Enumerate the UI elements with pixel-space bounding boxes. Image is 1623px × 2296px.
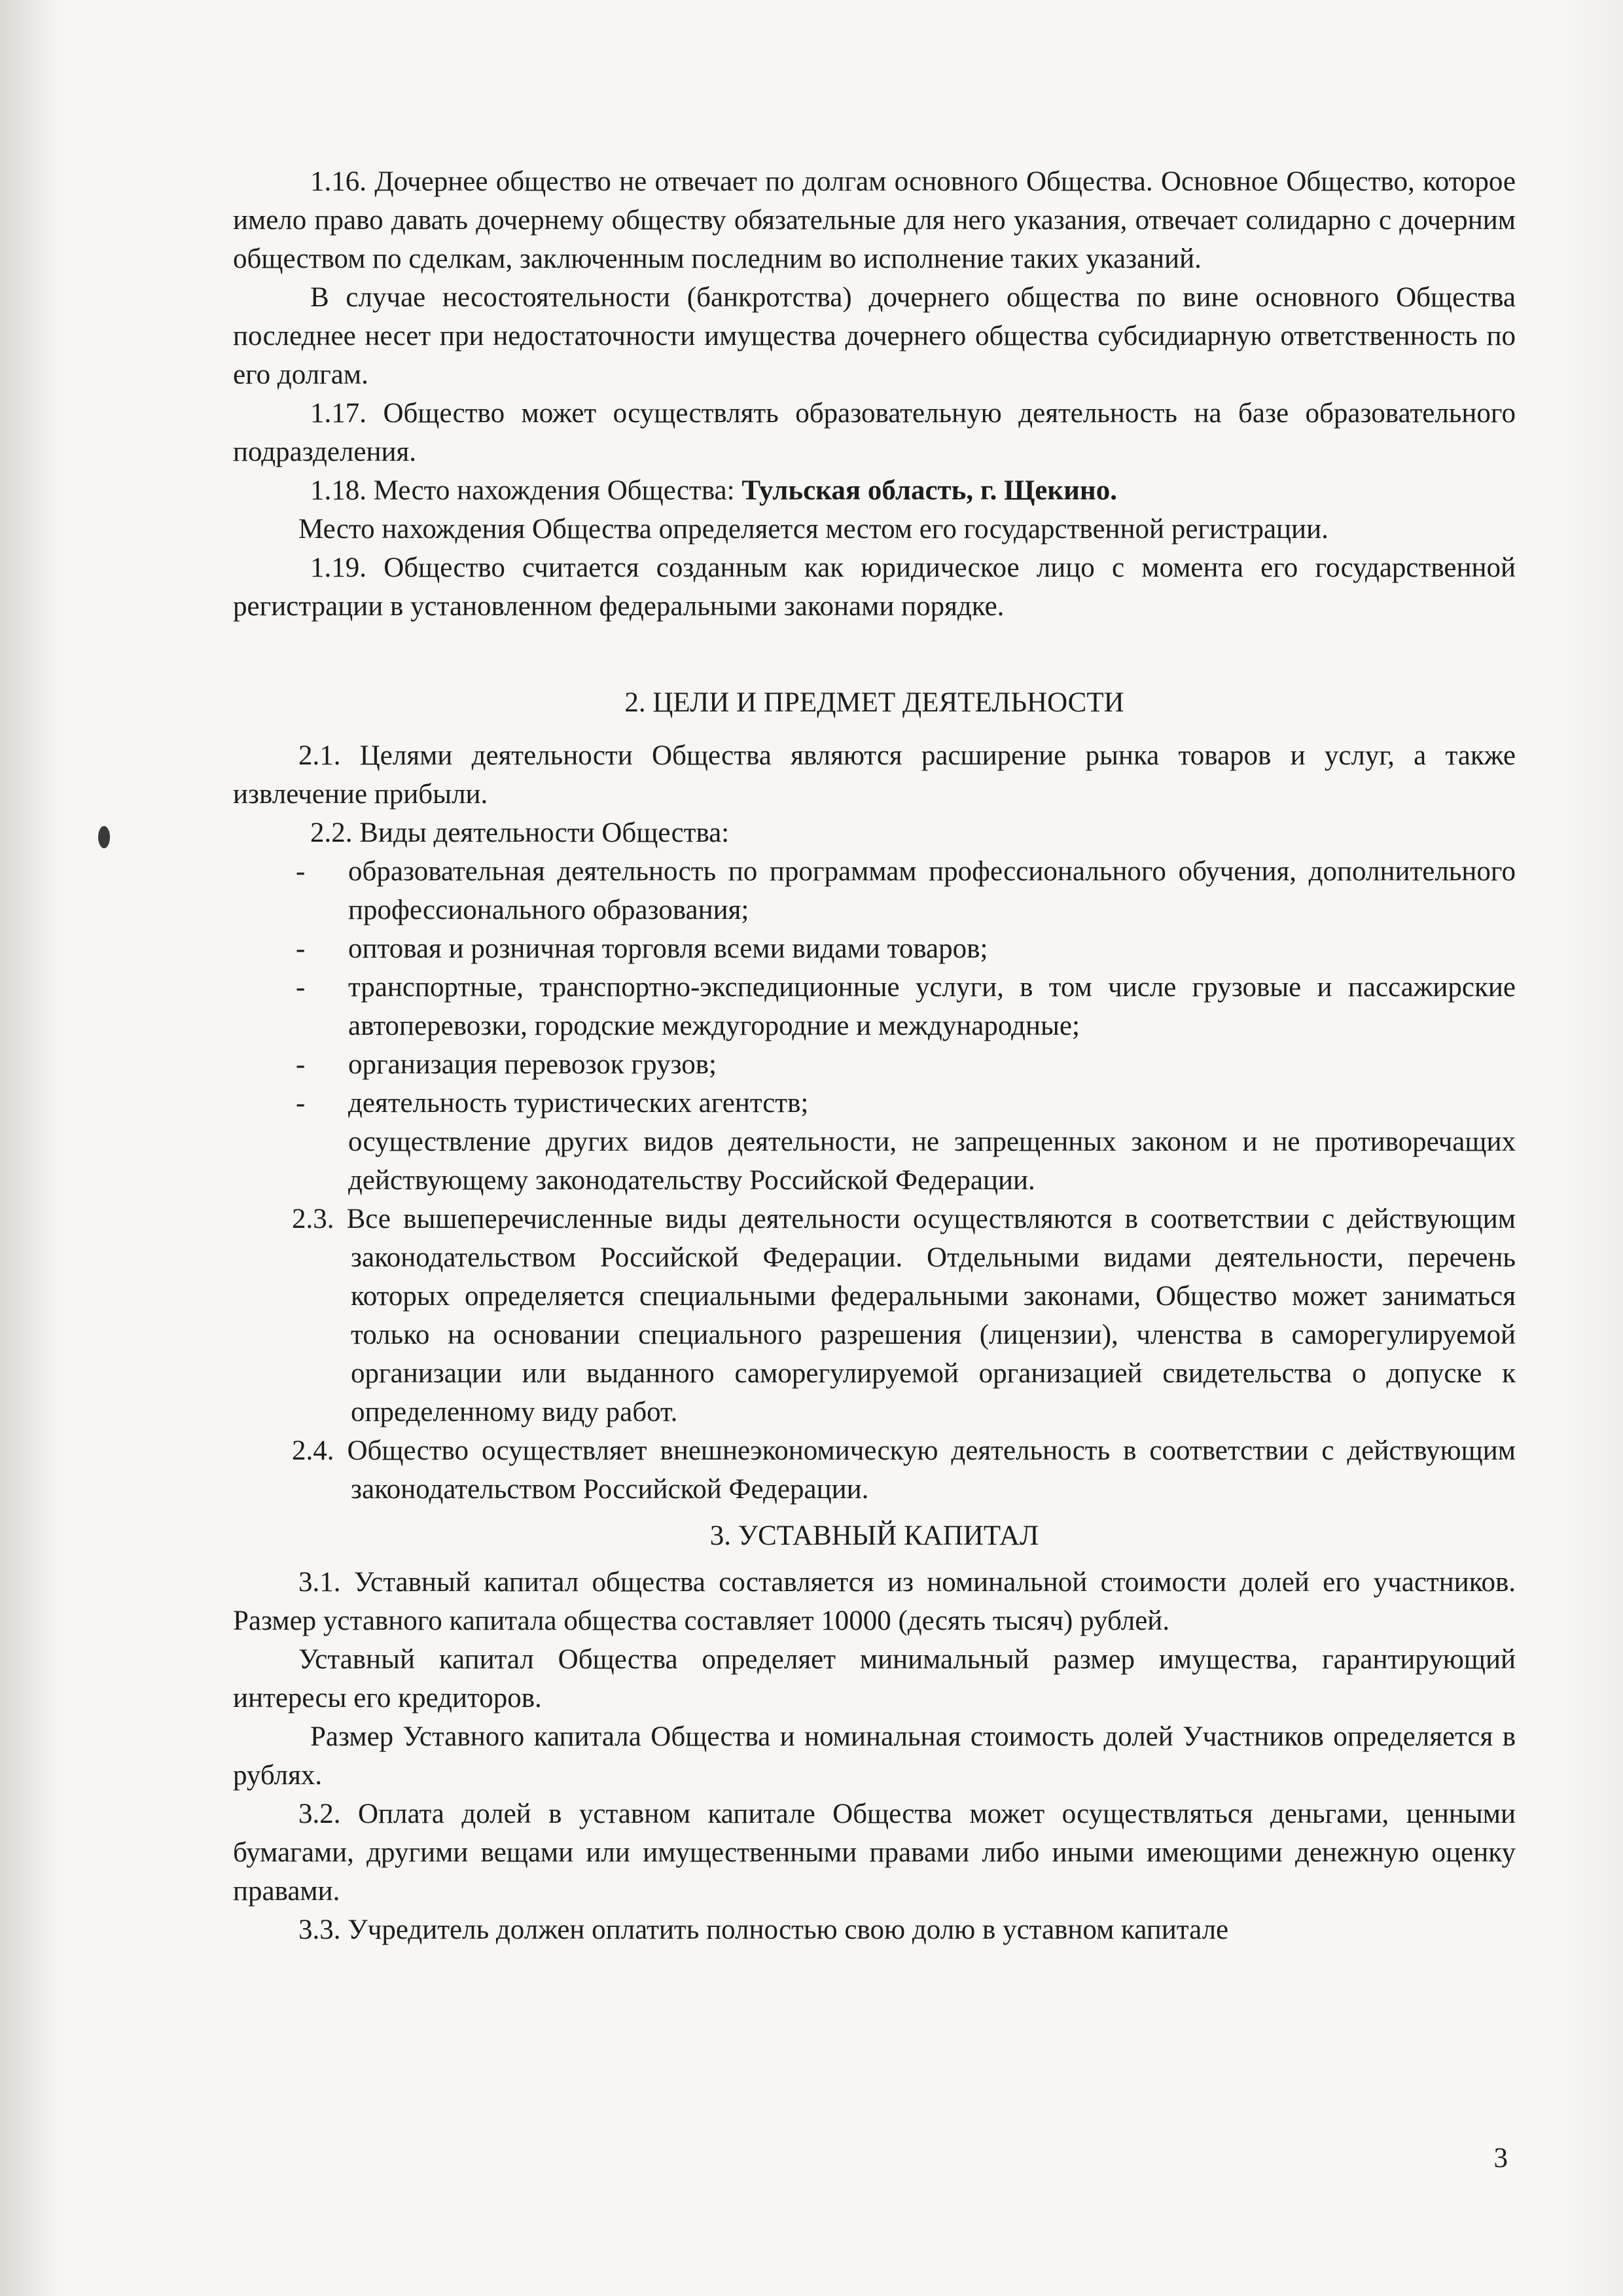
section-2-subclauses: [233, 1200, 1516, 1509]
activity-item: - транспортные, транспортно-экспедиционные услуги, в том числе грузовые и пассажирские автоперевозки, городские междугородние и международные;: [233, 968, 1516, 1045]
paragraph-3-1-currency: Размер Уставного капитала Общества и номинальная стоимость долей Участников определяется в рублях.: [233, 1721, 1516, 1791]
paragraph-1-17: 1.17. Общество может осуществлять образовательную деятельность на базе образовательного подразделения.: [233, 398, 1516, 467]
company-location: Тульская область, г. Щекино.: [741, 475, 1117, 506]
paragraph-1-19: 1.19. Общество считается созданным как юридическое лицо с момента его государственной регистрации в установленном федеральными законами порядке.: [233, 552, 1516, 622]
paragraph-1-18-prefix: 1.18. Место нахождения Общества:: [310, 475, 742, 506]
paragraph-1-16-bankruptcy: В случае несостоятельности (банкротства) дочернего общества по вине основного Общества последнее несет при недостаточности имущества дочернего общества субсидиарную ответственность по его долгам.: [233, 282, 1516, 390]
paragraph-1-16: 1.16. Дочернее общество не отвечает по долгам основного Общества. Основное Общество, которое имело право давать дочернему обществу обязательные для него указания, отвечает солидарно с дочерним обществом по сделкам, заключенным последним во исполнение таких указаний.: [233, 166, 1516, 274]
activity-item: - деятельность туристических агентств;: [233, 1084, 1516, 1122]
section-2-heading: 2. ЦЕЛИ И ПРЕДМЕТ ДЕЯТЕЛЬНОСТИ: [624, 687, 1124, 718]
document-body: [233, 162, 1516, 1949]
paragraph-2-2: 2.2. Виды деятельности Общества:: [310, 817, 730, 848]
paragraph-3-1: 3.1. Уставный капитал общества составляется из номинальной стоимости долей его участников. Размер уставного капитала общества составляет 10000 (десять тысяч) рублей.: [233, 1567, 1516, 1636]
activities-list: [233, 852, 1516, 1122]
page-number: 3: [1493, 2143, 1508, 2174]
paragraph-1-18: [233, 471, 1516, 510]
paragraph-2-4: 2.4. Общество осуществляет внешнеэкономическую деятельность в соответствии с действующим законодательством Российской Федерации.: [292, 1435, 1516, 1505]
paragraph-3-1-purpose: Уставный капитал Общества определяет минимальный размер имущества, гарантирующий интересы его кредиторов.: [233, 1644, 1516, 1713]
paragraph-1-18-registration: Место нахождения Общества определяется местом его государственной регистрации.: [298, 514, 1329, 545]
punch-hole-mark: [98, 826, 110, 848]
activity-item: - оптовая и розничная торговля всеми видами товаров;: [233, 929, 1516, 968]
paragraph-3-2: 3.2. Оплата долей в уставном капитале Общества может осуществляться деньгами, ценными бумагами, другими вещами или имущественными правами либо иными имеющими денежную оценку правами.: [233, 1799, 1516, 1907]
activity-item-other: осуществление других видов деятельности, не запрещенных законом и не противоречащих действующему законодательству Российской Федерации.: [348, 1126, 1516, 1196]
activity-item: - организация перевозок грузов;: [233, 1045, 1516, 1084]
paragraph-2-1: 2.1. Целями деятельности Общества являются расширение рынка товаров и услуг, а также извлечение прибыли.: [233, 740, 1516, 810]
binding-shadow: [0, 0, 59, 2296]
paragraph-2-3: 2.3. Все вышеперечисленные виды деятельности осуществляются в соответствии с действующим законодательством Российской Федерации. Отдельными видами деятельности, перечень которых определяется специальными федеральными законами, Общество может заниматься только на основании специального разрешения (лицензии), членства в саморегулируемой организации или выданного саморегулируемой организацией свидетельства о допуске к определенному виду работ.: [292, 1204, 1516, 1427]
paragraph-3-3: 3.3. Учредитель должен оплатить полностью свою долю в уставном капитале: [298, 1914, 1229, 1945]
activity-item: - образовательная деятельность по программам профессионального обучения, дополнительного профессионального образования;: [233, 852, 1516, 929]
section-3-heading: 3. УСТАВНЫЙ КАПИТАЛ: [709, 1520, 1039, 1551]
